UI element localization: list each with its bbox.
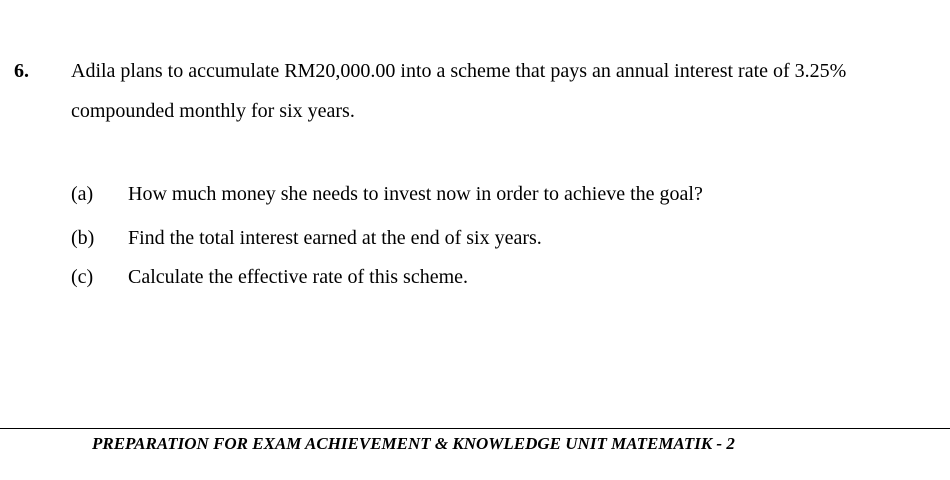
part-text: Calculate the effective rate of this scheme. [128,266,469,288]
question-number: 6. [14,60,29,82]
page-footer: PREPARATION FOR EXAM ACHIEVEMENT & KNOWLEDGE UNIT MATEMATIK - 2 [92,434,735,453]
part-text: Find the total interest earned at the end of six years. [128,227,542,249]
question-text: Adila plans to accumulate RM20,000.00 into a scheme that pays an annual interest rate of 3.25% compounded monthly for six years. [71,60,847,122]
part-label: (b) [71,227,95,249]
question-part-a [71,181,703,207]
part-text: How much money she needs to invest now in order to achieve the goal? [128,183,703,205]
footer-divider [0,428,950,429]
part-label: (c) [71,266,94,288]
question-part-c [71,264,468,290]
part-label: (a) [71,183,94,205]
question-part-b [71,225,542,251]
